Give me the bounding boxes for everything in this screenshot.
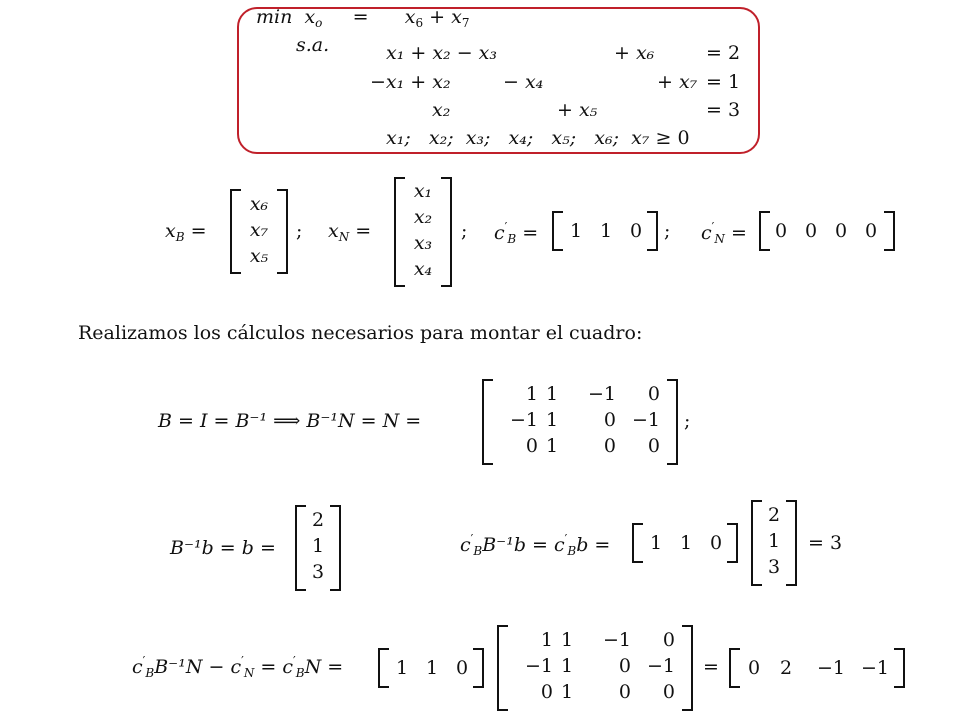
- n-matrix: [482, 379, 678, 465]
- cb-entry: 1: [599, 220, 613, 242]
- body-paragraph: Realizamos los cálculos necesarios para montar el cuadro:: [78, 322, 643, 344]
- matrix-cell: 0: [618, 681, 631, 703]
- constraint-3-mid: + x₅: [557, 99, 598, 121]
- row-cell: 1: [425, 657, 439, 679]
- row-cell: 0: [709, 532, 723, 554]
- matrix-cell: 1: [525, 383, 538, 405]
- row-cell: 1: [649, 532, 663, 554]
- row-cell: 1: [395, 657, 409, 679]
- cn-row-vector: [759, 211, 895, 251]
- row-cell: −1: [860, 657, 889, 679]
- row-cell: 1: [679, 532, 693, 554]
- objective-line: $\min x_o$ = $x_6 + x_7$: [256, 6, 470, 30]
- matrix-cell: 0: [525, 435, 538, 457]
- objective-value-result: = 3: [808, 532, 843, 554]
- vector-cell: 1: [311, 535, 325, 557]
- cb-row-vector: [632, 523, 738, 563]
- matrix-cell: 1: [560, 681, 574, 703]
- binv-equation-text: B = I = B⁻¹ ⟹ B⁻¹N = N =: [158, 410, 422, 432]
- matrix-cell: 1: [545, 409, 559, 431]
- matrix-cell: 1: [560, 629, 574, 651]
- vector-cell: 3: [311, 561, 325, 583]
- row-cell: −1: [816, 657, 845, 679]
- matrix-cell: 1: [540, 629, 553, 651]
- matrix-cell: 0: [647, 383, 660, 405]
- cn-entry: 0: [834, 220, 848, 242]
- cn-entry: 0: [864, 220, 878, 242]
- vector-cell: 1: [767, 530, 781, 552]
- cb-label: $c'_B$ =: [494, 220, 539, 246]
- vector-cell: 3: [767, 556, 781, 578]
- separator: ;: [461, 220, 468, 242]
- matrix-cell: −1: [587, 383, 616, 405]
- b-vector: [295, 505, 341, 591]
- matrix-cell: 0: [662, 681, 675, 703]
- cb-row-vector: [552, 211, 658, 251]
- matrix-cell: 0: [618, 655, 631, 677]
- cb-entry: 1: [569, 220, 583, 242]
- b-vector: [751, 500, 797, 586]
- xn-entry: x₄: [413, 258, 433, 280]
- xn-vector: [394, 177, 452, 287]
- matrix-cell: −1: [524, 655, 553, 677]
- cb-entry: 0: [629, 220, 643, 242]
- b-equation-text: B⁻¹b = b =: [170, 537, 276, 559]
- constraint-2-rhs: = 1: [706, 71, 741, 93]
- constraint-3-rhs: = 3: [706, 99, 741, 121]
- matrix-cell: −1: [509, 409, 538, 431]
- constraint-3-lhs: x₂: [432, 99, 451, 121]
- matrix-cell: 1: [545, 383, 559, 405]
- row-cell: 0: [747, 657, 761, 679]
- matrix-cell: 0: [662, 629, 675, 651]
- constraint-1-lhs: x₁ + x₂ − x₃: [386, 42, 497, 64]
- row-cell: 0: [455, 657, 469, 679]
- separator: ;: [296, 220, 303, 242]
- matrix-cell: 0: [603, 409, 616, 431]
- constraint-2-lhs: −x₁ + x₂: [370, 71, 451, 93]
- xn-entry: x₁: [413, 180, 433, 202]
- matrix-cell: 0: [603, 435, 616, 457]
- vector-cell: 2: [767, 504, 781, 526]
- cb-row-vector: [378, 648, 484, 688]
- vector-cell: 2: [311, 509, 325, 531]
- matrix-cell: 0: [647, 435, 660, 457]
- cn-entry: 0: [774, 220, 788, 242]
- xn-entry: x₂: [413, 206, 433, 228]
- n-matrix: [497, 625, 693, 711]
- xb-entry: x₅: [249, 245, 269, 267]
- matrix-cell: −1: [646, 655, 675, 677]
- subject-to-label: s.a.: [296, 34, 330, 56]
- constraint-1-rhs: = 2: [706, 42, 741, 64]
- constraint-2-mid1: − x₄: [503, 71, 544, 93]
- cn-label: $c'_N$ =: [701, 220, 747, 246]
- cn-entry: 0: [804, 220, 818, 242]
- xb-vector: [230, 189, 288, 274]
- xn-label: $x_N$ =: [328, 220, 372, 244]
- matrix-cell: 1: [560, 655, 574, 677]
- matrix-cell: −1: [602, 629, 631, 651]
- reduced-cost-row: [729, 648, 905, 688]
- objective-value-text: $c'_BB^{-1}b = c'_Bb$ =: [460, 532, 611, 558]
- matrix-cell: 1: [545, 435, 559, 457]
- constraint-1-mid: + x₆: [614, 42, 655, 64]
- separator: ;: [684, 410, 691, 432]
- constraint-2-mid2: + x₇: [657, 71, 698, 93]
- equals-sign: =: [703, 656, 719, 678]
- matrix-cell: −1: [631, 409, 660, 431]
- xn-entry: x₃: [413, 232, 433, 254]
- xb-entry: x₆: [249, 193, 269, 215]
- reduced-cost-text: $c'_BB^{-1}N - c'_N = c'_BN$ =: [132, 654, 344, 680]
- matrix-cell: 0: [540, 681, 553, 703]
- nonnegativity-constraint: x₁; x₂; x₃; x₄; x₅; x₆; x₇ ≥ 0: [386, 127, 690, 149]
- separator: ;: [664, 220, 671, 242]
- row-cell: 2: [779, 657, 793, 679]
- xb-label: $x_B$ =: [165, 220, 207, 244]
- xb-entry: x₇: [249, 219, 269, 241]
